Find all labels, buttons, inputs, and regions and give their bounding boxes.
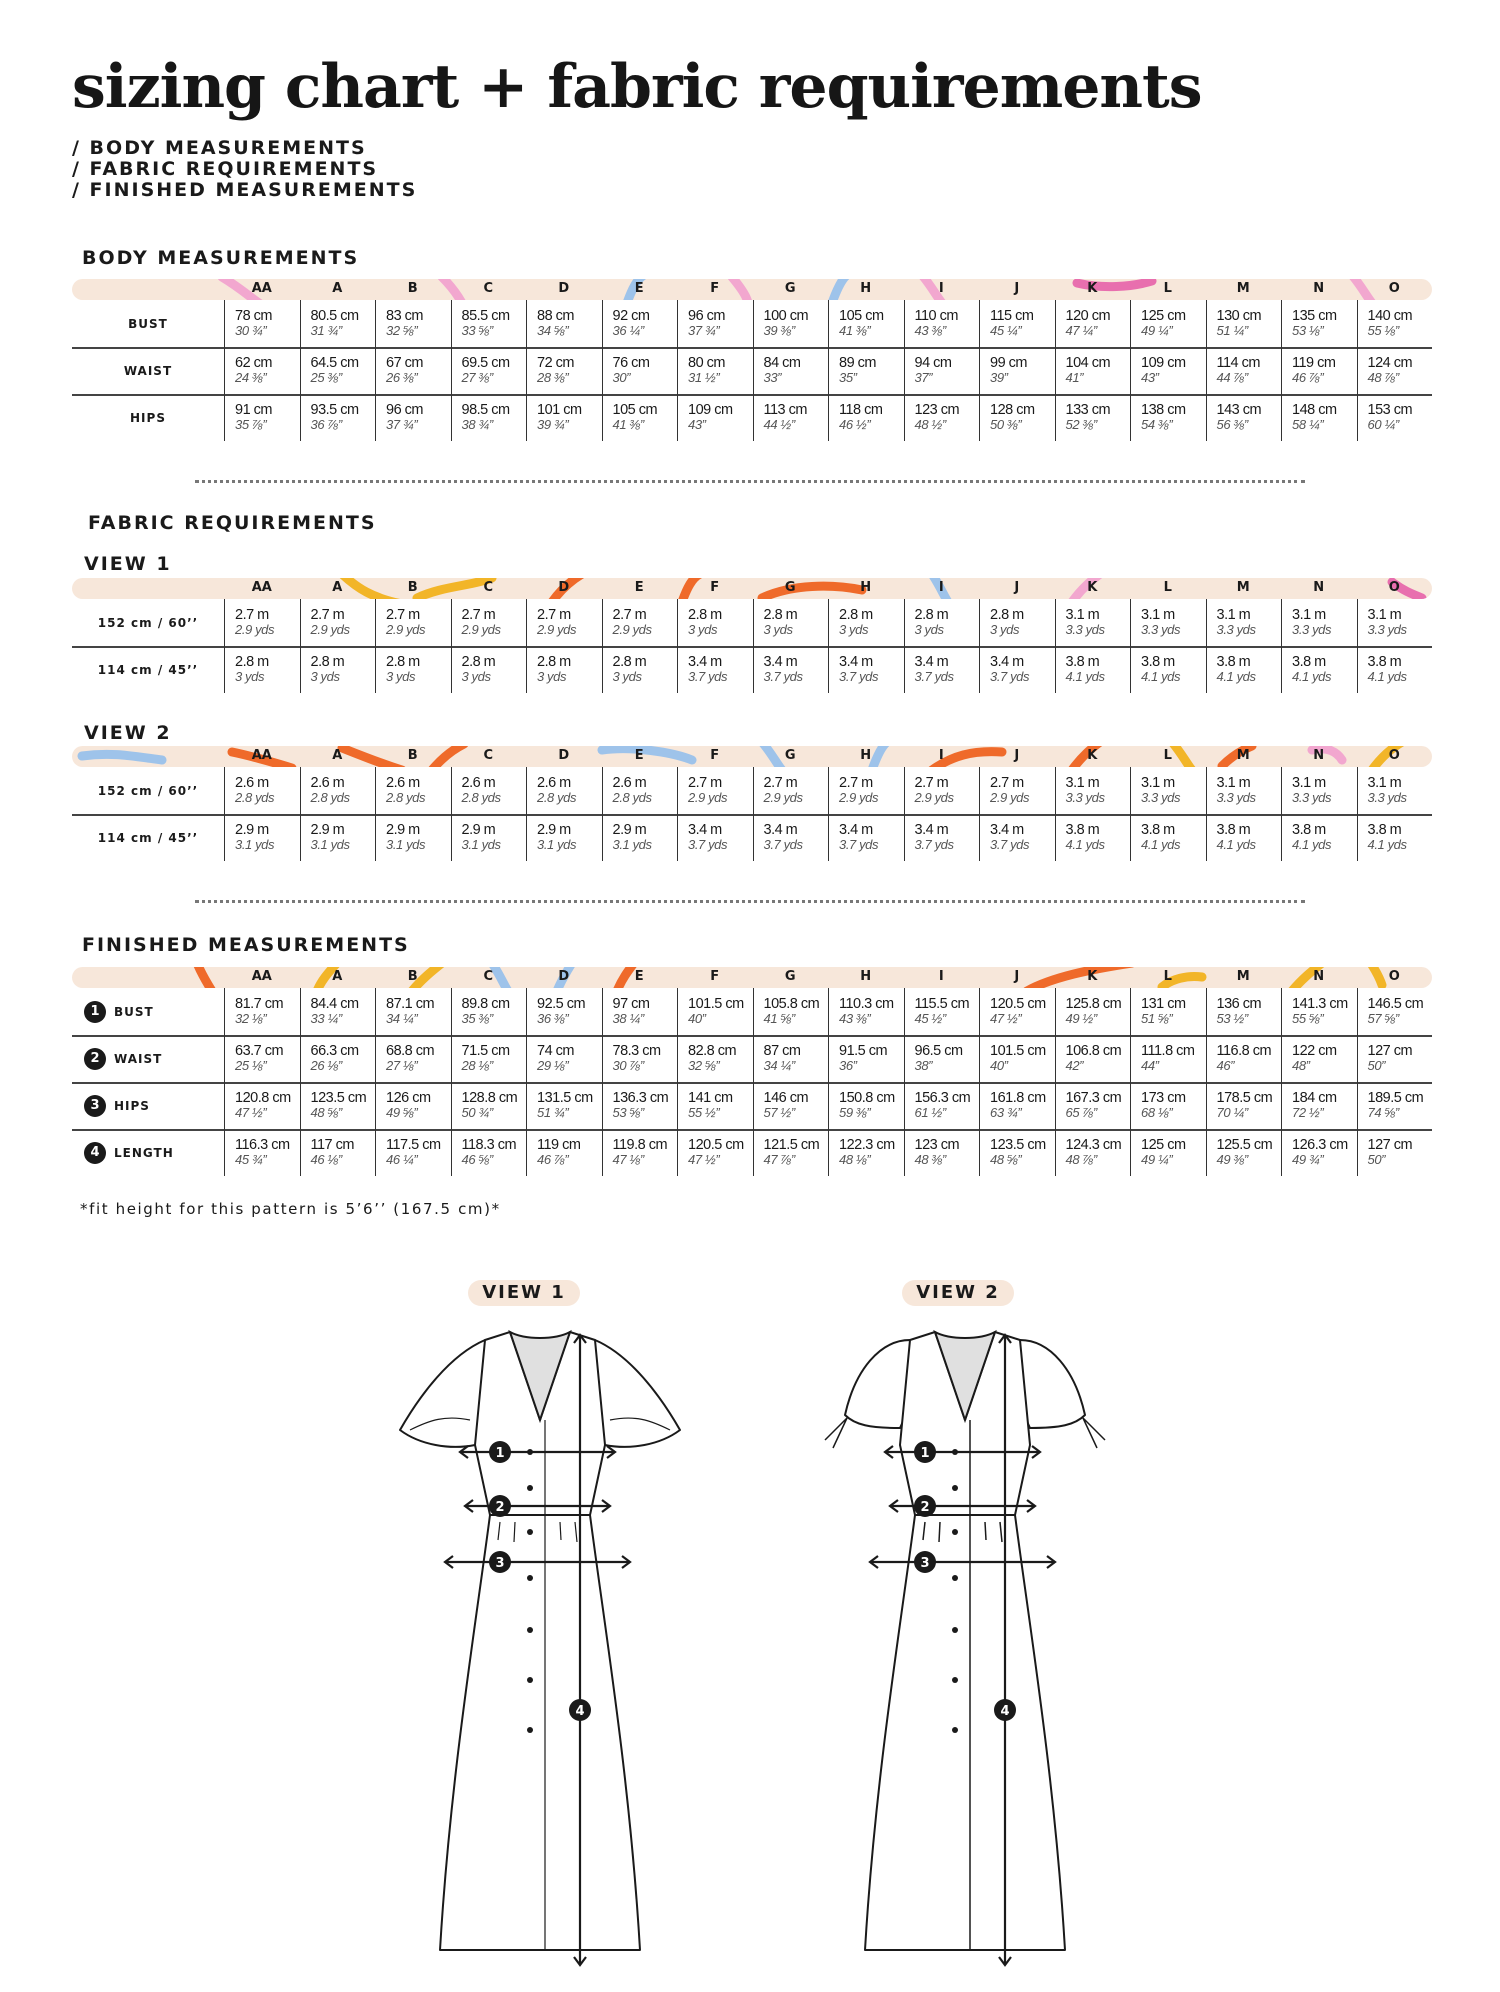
table-cell: 96 cm 37 ¾” bbox=[375, 394, 451, 441]
size-label-g: G bbox=[784, 281, 796, 296]
table-cell: 2.7 m 2.9 yds bbox=[375, 599, 451, 646]
table-cell: 161.8 cm 63 ¾” bbox=[979, 1082, 1055, 1129]
table-cell: 2.7 m 2.9 yds bbox=[753, 767, 829, 814]
size-label-h: H bbox=[860, 748, 872, 763]
table-cell: 3.8 m 4.1 yds bbox=[1130, 646, 1206, 693]
table-cell: 125 cm 49 ¼” bbox=[1130, 300, 1206, 347]
table-cell: 2.8 m 3 yds bbox=[375, 646, 451, 693]
toc-item-body: / BODY MEASUREMENTS bbox=[72, 137, 367, 159]
table-row bbox=[72, 767, 1432, 814]
finished-measurements-table bbox=[72, 967, 1432, 1183]
divider bbox=[195, 480, 1305, 483]
table-cell: 3.8 m 4.1 yds bbox=[1055, 814, 1131, 861]
view2-heading: VIEW 2 bbox=[84, 722, 172, 744]
row-number-badge: 3 bbox=[84, 1095, 106, 1117]
table-cell: 92 cm 36 ¼” bbox=[602, 300, 678, 347]
size-label-aa: AA bbox=[251, 969, 272, 984]
table-cell: 125 cm 49 ¼” bbox=[1130, 1129, 1206, 1176]
size-label-k: K bbox=[1087, 748, 1098, 763]
table-cell: 74 cm 29 ⅛” bbox=[526, 1035, 602, 1082]
table-cell: 127 cm 50” bbox=[1357, 1129, 1433, 1176]
table-cell: 118.3 cm 46 ⅝” bbox=[451, 1129, 527, 1176]
marker-2: 2 bbox=[495, 1500, 505, 1515]
table-cell: 89 cm 35” bbox=[828, 347, 904, 394]
fit-height-note: *fit height for this pattern is 5’6’’ (167.5 cm)* bbox=[80, 1200, 501, 1218]
size-label-aa: AA bbox=[251, 748, 272, 763]
table-cell: 3.8 m 4.1 yds bbox=[1281, 814, 1357, 861]
table-cell: 2.7 m 2.9 yds bbox=[300, 599, 376, 646]
size-label-h: H bbox=[860, 281, 872, 296]
size-label-i: I bbox=[938, 748, 944, 763]
row-label: BUST bbox=[128, 316, 168, 331]
size-label-f: F bbox=[710, 281, 720, 296]
table-cell: 131 cm 51 ⅝” bbox=[1130, 988, 1206, 1035]
size-label-n: N bbox=[1313, 580, 1325, 595]
table-cell: 119 cm 46 ⅞” bbox=[526, 1129, 602, 1176]
table-row bbox=[72, 394, 1432, 441]
table-cell: 2.8 m 3 yds bbox=[451, 646, 527, 693]
size-label-j: J bbox=[1014, 969, 1020, 984]
table-cell: 136 cm 53 ½” bbox=[1206, 988, 1282, 1035]
table-cell: 2.9 m 3.1 yds bbox=[224, 814, 300, 861]
table-cell: 126.3 cm 49 ¾” bbox=[1281, 1129, 1357, 1176]
table-cell: 178.5 cm 70 ¼” bbox=[1206, 1082, 1282, 1129]
marker-3: 3 bbox=[920, 1556, 930, 1571]
size-label-g: G bbox=[784, 969, 796, 984]
body-measurements-table bbox=[72, 279, 1432, 447]
table-cell: 92.5 cm 36 ⅜” bbox=[526, 988, 602, 1035]
table-cell: 120.5 cm 47 ½” bbox=[979, 988, 1055, 1035]
size-label-a: A bbox=[332, 969, 343, 984]
row-number-badge: 2 bbox=[84, 1048, 106, 1070]
table-cell: 113 cm 44 ½” bbox=[753, 394, 829, 441]
table-row bbox=[72, 988, 1432, 1035]
table-cell: 82.8 cm 32 ⅝” bbox=[677, 1035, 753, 1082]
table-cell: 94 cm 37” bbox=[904, 347, 980, 394]
size-label-i: I bbox=[938, 281, 944, 296]
table-of-contents bbox=[72, 138, 417, 201]
table-cell: 3.4 m 3.7 yds bbox=[828, 646, 904, 693]
table-cell: 184 cm 72 ½” bbox=[1281, 1082, 1357, 1129]
table-cell: 3.1 m 3.3 yds bbox=[1055, 599, 1131, 646]
size-label-k: K bbox=[1087, 969, 1098, 984]
dress-view1-illustration bbox=[390, 1310, 690, 1980]
table-cell: 125.5 cm 49 ⅜” bbox=[1206, 1129, 1282, 1176]
table-cell: 101 cm 39 ¾” bbox=[526, 394, 602, 441]
table-cell: 2.6 m 2.8 yds bbox=[602, 767, 678, 814]
size-label-m: M bbox=[1236, 748, 1250, 763]
table-cell: 3.4 m 3.7 yds bbox=[979, 646, 1055, 693]
size-label-i: I bbox=[938, 969, 944, 984]
table-cell: 76 cm 30” bbox=[602, 347, 678, 394]
table-row bbox=[72, 646, 1432, 693]
table-cell: 135 cm 53 ⅛” bbox=[1281, 300, 1357, 347]
table-cell: 93.5 cm 36 ⅞” bbox=[300, 394, 376, 441]
table-cell: 87 cm 34 ¼” bbox=[753, 1035, 829, 1082]
table-cell: 91.5 cm 36” bbox=[828, 1035, 904, 1082]
table-cell: 123 cm 48 ⅜” bbox=[904, 1129, 980, 1176]
table-cell: 106.8 cm 42” bbox=[1055, 1035, 1131, 1082]
table-cell: 117 cm 46 ⅛” bbox=[300, 1129, 376, 1176]
table-cell: 123.5 cm 48 ⅝” bbox=[300, 1082, 376, 1129]
table-cell: 116.3 cm 45 ¾” bbox=[224, 1129, 300, 1176]
table-cell: 3.4 m 3.7 yds bbox=[904, 814, 980, 861]
table-cell: 3.8 m 4.1 yds bbox=[1206, 646, 1282, 693]
row-label: 2 WAIST bbox=[72, 1035, 224, 1082]
table-cell: 2.6 m 2.8 yds bbox=[526, 767, 602, 814]
table-cell: 97 cm 38 ¼” bbox=[602, 988, 678, 1035]
table-cell: 69.5 cm 27 ⅜” bbox=[451, 347, 527, 394]
table-cell: 2.7 m 2.9 yds bbox=[677, 767, 753, 814]
table-cell: 105 cm 41 ⅜” bbox=[828, 300, 904, 347]
table-cell: 105.8 cm 41 ⅝” bbox=[753, 988, 829, 1035]
table-cell: 120.8 cm 47 ½” bbox=[224, 1082, 300, 1129]
size-label-l: L bbox=[1163, 580, 1172, 595]
table-cell: 3.1 m 3.3 yds bbox=[1206, 599, 1282, 646]
table-row bbox=[72, 1082, 1432, 1129]
table-cell: 2.9 m 3.1 yds bbox=[602, 814, 678, 861]
table-cell: 3.1 m 3.3 yds bbox=[1206, 767, 1282, 814]
fabric-view2-table bbox=[72, 746, 1432, 866]
table-cell: 117.5 cm 46 ¼” bbox=[375, 1129, 451, 1176]
table-cell: 124 cm 48 ⅞” bbox=[1357, 347, 1433, 394]
table-cell: 124.3 cm 48 ⅞” bbox=[1055, 1129, 1131, 1176]
table-cell: 3.4 m 3.7 yds bbox=[828, 814, 904, 861]
table-cell: 115.5 cm 45 ½” bbox=[904, 988, 980, 1035]
table-cell: 122 cm 48” bbox=[1281, 1035, 1357, 1082]
size-label-f: F bbox=[710, 969, 720, 984]
size-label-l: L bbox=[1163, 969, 1172, 984]
row-label: 114 cm / 45’’ bbox=[97, 662, 199, 677]
row-label: 152 cm / 60’’ bbox=[97, 783, 199, 798]
size-label-j: J bbox=[1014, 748, 1020, 763]
table-cell: 2.8 m 3 yds bbox=[979, 599, 1055, 646]
table-cell: 140 cm 55 ⅛” bbox=[1357, 300, 1433, 347]
size-label-e: E bbox=[634, 580, 644, 595]
row-label: 114 cm / 45’’ bbox=[97, 830, 199, 845]
table-cell: 100 cm 39 ⅜” bbox=[753, 300, 829, 347]
size-label-k: K bbox=[1087, 580, 1098, 595]
toc-item-finished: / FINISHED MEASUREMENTS bbox=[72, 179, 418, 201]
table-cell: 85.5 cm 33 ⅝” bbox=[451, 300, 527, 347]
table-cell: 2.9 m 3.1 yds bbox=[526, 814, 602, 861]
table-cell: 153 cm 60 ¼” bbox=[1357, 394, 1433, 441]
table-cell: 2.9 m 3.1 yds bbox=[451, 814, 527, 861]
table-cell: 156.3 cm 61 ½” bbox=[904, 1082, 980, 1129]
table-cell: 78.3 cm 30 ⅞” bbox=[602, 1035, 678, 1082]
table-cell: 3.8 m 4.1 yds bbox=[1206, 814, 1282, 861]
table-cell: 98.5 cm 38 ¾” bbox=[451, 394, 527, 441]
table-cell: 81.7 cm 32 ⅛” bbox=[224, 988, 300, 1035]
body-measurements-heading: BODY MEASUREMENTS bbox=[82, 247, 360, 269]
table-cell: 67 cm 26 ⅜” bbox=[375, 347, 451, 394]
table-cell: 87.1 cm 34 ¼” bbox=[375, 988, 451, 1035]
size-label-a: A bbox=[332, 281, 343, 296]
table-cell: 2.6 m 2.8 yds bbox=[224, 767, 300, 814]
table-cell: 136.3 cm 53 ⅝” bbox=[602, 1082, 678, 1129]
table-cell: 121.5 cm 47 ⅞” bbox=[753, 1129, 829, 1176]
table-cell: 115 cm 45 ¼” bbox=[979, 300, 1055, 347]
table-cell: 3.4 m 3.7 yds bbox=[753, 814, 829, 861]
table-cell: 2.9 m 3.1 yds bbox=[375, 814, 451, 861]
table-cell: 2.6 m 2.8 yds bbox=[451, 767, 527, 814]
table-cell: 167.3 cm 65 ⅞” bbox=[1055, 1082, 1131, 1129]
marker-3: 3 bbox=[495, 1556, 505, 1571]
table-cell: 83 cm 32 ⅝” bbox=[375, 300, 451, 347]
size-label-e: E bbox=[634, 748, 644, 763]
table-cell: 80 cm 31 ½” bbox=[677, 347, 753, 394]
table-cell: 127 cm 50” bbox=[1357, 1035, 1433, 1082]
table-cell: 96 cm 37 ¾” bbox=[677, 300, 753, 347]
row-label: 152 cm / 60’’ bbox=[97, 615, 199, 630]
table-cell: 126 cm 49 ⅝” bbox=[375, 1082, 451, 1129]
table-cell: 71.5 cm 28 ⅛” bbox=[451, 1035, 527, 1082]
table-cell: 3.1 m 3.3 yds bbox=[1130, 599, 1206, 646]
table-cell: 2.7 m 2.9 yds bbox=[979, 767, 1055, 814]
table-cell: 146 cm 57 ½” bbox=[753, 1082, 829, 1129]
size-label-l: L bbox=[1163, 748, 1172, 763]
table-cell: 2.6 m 2.8 yds bbox=[300, 767, 376, 814]
toc-item-fabric: / FABRIC REQUIREMENTS bbox=[72, 158, 379, 180]
table-cell: 2.8 m 3 yds bbox=[677, 599, 753, 646]
size-label-e: E bbox=[634, 281, 644, 296]
size-label-b: B bbox=[407, 281, 418, 296]
table-cell: 3.1 m 3.3 yds bbox=[1281, 767, 1357, 814]
size-label-aa: AA bbox=[251, 580, 272, 595]
table-cell: 80.5 cm 31 ¾” bbox=[300, 300, 376, 347]
finished-measurements-heading: FINISHED MEASUREMENTS bbox=[82, 934, 410, 956]
table-cell: 138 cm 54 ⅜” bbox=[1130, 394, 1206, 441]
table-cell: 101.5 cm 40” bbox=[677, 988, 753, 1035]
table-cell: 111.8 cm 44” bbox=[1130, 1035, 1206, 1082]
table-cell: 116.8 cm 46” bbox=[1206, 1035, 1282, 1082]
table-cell: 123 cm 48 ½” bbox=[904, 394, 980, 441]
marker-1: 1 bbox=[920, 1446, 930, 1461]
table-cell: 130 cm 51 ¼” bbox=[1206, 300, 1282, 347]
row-label: 4 LENGTH bbox=[72, 1129, 224, 1176]
table-cell: 3.8 m 4.1 yds bbox=[1130, 814, 1206, 861]
table-cell: 2.8 m 3 yds bbox=[224, 646, 300, 693]
table-cell: 89.8 cm 35 ⅜” bbox=[451, 988, 527, 1035]
size-label-g: G bbox=[784, 748, 796, 763]
table-cell: 99 cm 39” bbox=[979, 347, 1055, 394]
table-cell: 2.8 m 3 yds bbox=[828, 599, 904, 646]
marker-4: 4 bbox=[1000, 1704, 1010, 1719]
size-label-d: D bbox=[558, 969, 570, 984]
table-cell: 2.7 m 2.9 yds bbox=[828, 767, 904, 814]
table-cell: 2.6 m 2.8 yds bbox=[375, 767, 451, 814]
table-cell: 2.9 m 3.1 yds bbox=[300, 814, 376, 861]
size-label-h: H bbox=[860, 580, 872, 595]
table-cell: 114 cm 44 ⅞” bbox=[1206, 347, 1282, 394]
table-cell: 118 cm 46 ½” bbox=[828, 394, 904, 441]
table-cell: 2.8 m 3 yds bbox=[300, 646, 376, 693]
row-label: HIPS bbox=[130, 410, 166, 425]
table-cell: 64.5 cm 25 ⅜” bbox=[300, 347, 376, 394]
marker-2: 2 bbox=[920, 1500, 930, 1515]
size-label-c: C bbox=[483, 281, 494, 296]
table-cell: 3.1 m 3.3 yds bbox=[1281, 599, 1357, 646]
marker-1: 1 bbox=[495, 1446, 505, 1461]
table-cell: 2.7 m 2.9 yds bbox=[602, 599, 678, 646]
table-cell: 123.5 cm 48 ⅝” bbox=[979, 1129, 1055, 1176]
size-label-h: H bbox=[860, 969, 872, 984]
table-cell: 3.8 m 4.1 yds bbox=[1281, 646, 1357, 693]
view2-label: VIEW 2 bbox=[902, 1280, 1014, 1306]
table-cell: 63.7 cm 25 ⅛” bbox=[224, 1035, 300, 1082]
table-row bbox=[72, 300, 1432, 347]
table-cell: 84 cm 33” bbox=[753, 347, 829, 394]
size-label-l: L bbox=[1163, 281, 1172, 296]
size-label-o: O bbox=[1388, 580, 1400, 595]
table-row bbox=[72, 347, 1432, 394]
table-row bbox=[72, 599, 1432, 646]
table-cell: 148 cm 58 ¼” bbox=[1281, 394, 1357, 441]
page-title: sizing chart + fabric requirements bbox=[72, 52, 1202, 122]
table-row bbox=[72, 1129, 1432, 1176]
table-cell: 3.1 m 3.3 yds bbox=[1130, 767, 1206, 814]
size-label-d: D bbox=[558, 580, 570, 595]
table-cell: 3.1 m 3.3 yds bbox=[1357, 599, 1433, 646]
table-cell: 101.5 cm 40” bbox=[979, 1035, 1055, 1082]
table-cell: 2.7 m 2.9 yds bbox=[224, 599, 300, 646]
table-cell: 128 cm 50 ⅜” bbox=[979, 394, 1055, 441]
size-label-a: A bbox=[332, 580, 343, 595]
table-cell: 150.8 cm 59 ⅜” bbox=[828, 1082, 904, 1129]
table-cell: 96.5 cm 38” bbox=[904, 1035, 980, 1082]
row-number-badge: 4 bbox=[84, 1142, 106, 1164]
table-cell: 110.3 cm 43 ⅜” bbox=[828, 988, 904, 1035]
row-label: 1 BUST bbox=[72, 988, 224, 1035]
size-label-o: O bbox=[1388, 281, 1400, 296]
table-cell: 3.1 m 3.3 yds bbox=[1357, 767, 1433, 814]
divider bbox=[195, 900, 1305, 903]
table-cell: 84.4 cm 33 ¼” bbox=[300, 988, 376, 1035]
table-cell: 2.8 m 3 yds bbox=[602, 646, 678, 693]
size-label-f: F bbox=[710, 580, 720, 595]
table-cell: 125.8 cm 49 ½” bbox=[1055, 988, 1131, 1035]
row-label: WAIST bbox=[123, 363, 173, 378]
size-label-g: G bbox=[784, 580, 796, 595]
table-cell: 2.7 m 2.9 yds bbox=[451, 599, 527, 646]
size-label-a: A bbox=[332, 748, 343, 763]
table-cell: 3.4 m 3.7 yds bbox=[904, 646, 980, 693]
size-label-j: J bbox=[1014, 580, 1020, 595]
table-cell: 3.4 m 3.7 yds bbox=[979, 814, 1055, 861]
view1-label: VIEW 1 bbox=[468, 1280, 580, 1306]
table-cell: 3.4 m 3.7 yds bbox=[677, 814, 753, 861]
table-cell: 3.8 m 4.1 yds bbox=[1055, 646, 1131, 693]
table-cell: 91 cm 35 ⅞” bbox=[224, 394, 300, 441]
table-cell: 3.4 m 3.7 yds bbox=[677, 646, 753, 693]
table-cell: 122.3 cm 48 ⅛” bbox=[828, 1129, 904, 1176]
marker-4: 4 bbox=[575, 1704, 585, 1719]
row-number-badge: 1 bbox=[84, 1001, 106, 1023]
table-cell: 104 cm 41” bbox=[1055, 347, 1131, 394]
size-label-n: N bbox=[1313, 969, 1325, 984]
size-label-b: B bbox=[407, 580, 418, 595]
size-label-c: C bbox=[483, 580, 494, 595]
size-label-c: C bbox=[483, 969, 494, 984]
table-row bbox=[72, 1035, 1432, 1082]
table-cell: 146.5 cm 57 ⅝” bbox=[1357, 988, 1433, 1035]
table-cell: 2.8 m 3 yds bbox=[753, 599, 829, 646]
size-label-b: B bbox=[407, 748, 418, 763]
table-cell: 2.8 m 3 yds bbox=[526, 646, 602, 693]
view1-heading: VIEW 1 bbox=[84, 553, 172, 575]
size-label-k: K bbox=[1087, 281, 1098, 296]
table-cell: 133 cm 52 ⅜” bbox=[1055, 394, 1131, 441]
table-cell: 189.5 cm 74 ⅝” bbox=[1357, 1082, 1433, 1129]
dress-view2-illustration bbox=[815, 1310, 1115, 1980]
table-cell: 109 cm 43” bbox=[677, 394, 753, 441]
size-label-n: N bbox=[1313, 748, 1325, 763]
table-cell: 68.8 cm 27 ⅛” bbox=[375, 1035, 451, 1082]
size-label-c: C bbox=[483, 748, 494, 763]
table-row bbox=[72, 814, 1432, 861]
table-cell: 3.8 m 4.1 yds bbox=[1357, 814, 1433, 861]
table-cell: 119 cm 46 ⅞” bbox=[1281, 347, 1357, 394]
size-label-m: M bbox=[1236, 281, 1250, 296]
table-cell: 72 cm 28 ⅜” bbox=[526, 347, 602, 394]
size-label-d: D bbox=[558, 281, 570, 296]
size-label-d: D bbox=[558, 748, 570, 763]
size-label-i: I bbox=[938, 580, 944, 595]
table-cell: 78 cm 30 ¾” bbox=[224, 300, 300, 347]
table-cell: 120 cm 47 ¼” bbox=[1055, 300, 1131, 347]
size-label-o: O bbox=[1388, 969, 1400, 984]
size-label-n: N bbox=[1313, 281, 1325, 296]
size-label-e: E bbox=[634, 969, 644, 984]
size-label-b: B bbox=[407, 969, 418, 984]
table-cell: 109 cm 43” bbox=[1130, 347, 1206, 394]
size-label-j: J bbox=[1014, 281, 1020, 296]
table-cell: 62 cm 24 ⅜” bbox=[224, 347, 300, 394]
table-cell: 141 cm 55 ½” bbox=[677, 1082, 753, 1129]
fabric-view1-table bbox=[72, 578, 1432, 698]
table-cell: 3.1 m 3.3 yds bbox=[1055, 767, 1131, 814]
table-cell: 88 cm 34 ⅝” bbox=[526, 300, 602, 347]
table-cell: 2.8 m 3 yds bbox=[904, 599, 980, 646]
table-cell: 3.8 m 4.1 yds bbox=[1357, 646, 1433, 693]
table-cell: 141.3 cm 55 ⅝” bbox=[1281, 988, 1357, 1035]
size-label-aa: AA bbox=[251, 281, 272, 296]
row-label: 3 HIPS bbox=[72, 1082, 224, 1129]
table-cell: 66.3 cm 26 ⅛” bbox=[300, 1035, 376, 1082]
table-cell: 120.5 cm 47 ½” bbox=[677, 1129, 753, 1176]
table-cell: 3.4 m 3.7 yds bbox=[753, 646, 829, 693]
table-cell: 2.7 m 2.9 yds bbox=[526, 599, 602, 646]
table-cell: 128.8 cm 50 ¾” bbox=[451, 1082, 527, 1129]
table-cell: 131.5 cm 51 ¾” bbox=[526, 1082, 602, 1129]
table-cell: 173 cm 68 ⅛” bbox=[1130, 1082, 1206, 1129]
size-label-o: O bbox=[1388, 748, 1400, 763]
size-label-f: F bbox=[710, 748, 720, 763]
size-label-m: M bbox=[1236, 969, 1250, 984]
table-cell: 2.7 m 2.9 yds bbox=[904, 767, 980, 814]
table-cell: 105 cm 41 ⅜” bbox=[602, 394, 678, 441]
size-label-m: M bbox=[1236, 580, 1250, 595]
table-cell: 119.8 cm 47 ⅛” bbox=[602, 1129, 678, 1176]
table-cell: 143 cm 56 ⅜” bbox=[1206, 394, 1282, 441]
fabric-requirements-heading: FABRIC REQUIREMENTS bbox=[88, 512, 377, 534]
table-cell: 110 cm 43 ⅜” bbox=[904, 300, 980, 347]
